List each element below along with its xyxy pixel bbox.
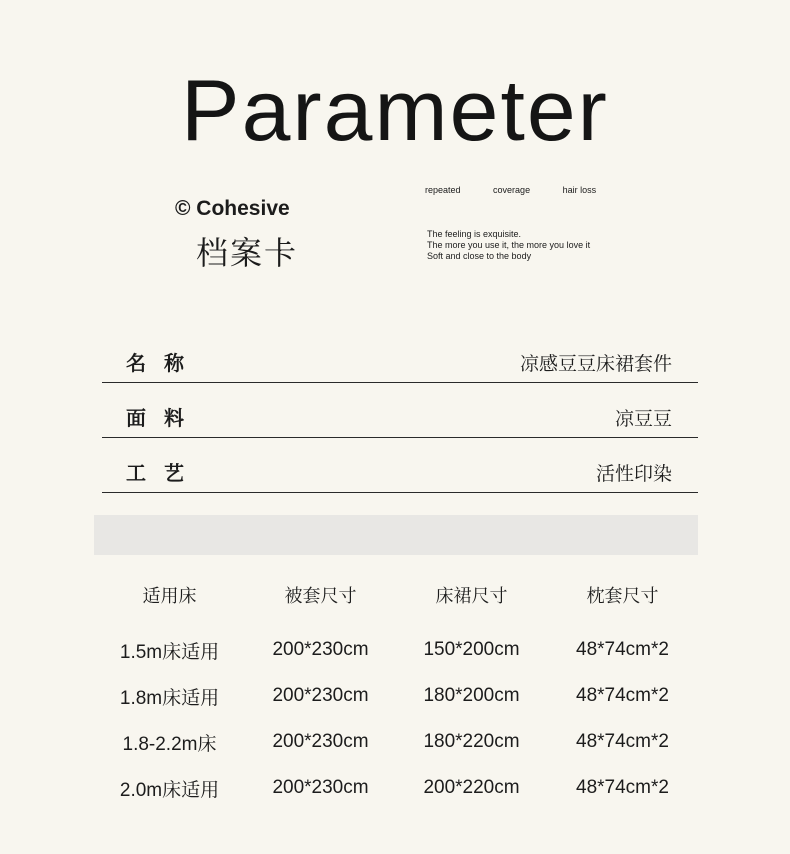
column-header: 枕套尺寸 bbox=[586, 586, 659, 607]
table-cell: 48*74cm*2 bbox=[576, 639, 669, 660]
param-value: 凉感豆豆床裙套件 bbox=[519, 353, 672, 375]
slogan-line: The feeling is exquisite. bbox=[427, 229, 522, 239]
table-cell: 48*74cm*2 bbox=[576, 777, 669, 798]
column-header: 被套尺寸 bbox=[284, 586, 357, 607]
table-row bbox=[94, 627, 698, 673]
table-cell: 180*200cm bbox=[423, 685, 520, 706]
table-cell: 48*74cm*2 bbox=[576, 731, 669, 752]
table-header-row bbox=[94, 575, 698, 615]
table-cell: 180*220cm bbox=[423, 731, 520, 752]
slogan-line: The more you use it, the more you love it bbox=[427, 240, 591, 250]
tag-item: coverage bbox=[493, 185, 531, 195]
param-row-fabric bbox=[102, 397, 698, 438]
table-row bbox=[94, 673, 698, 719]
table-cell: 1.8m床适用 bbox=[119, 687, 220, 709]
table-cell: 200*230cm bbox=[272, 731, 369, 752]
table-cell: 200*230cm bbox=[272, 685, 369, 706]
column-header: 适用床 bbox=[142, 586, 197, 607]
param-row-name bbox=[102, 342, 698, 383]
tag-item: hair loss bbox=[562, 185, 597, 195]
table-cell: 1.5m床适用 bbox=[119, 641, 220, 663]
table-cell: 2.0m床适用 bbox=[119, 779, 220, 801]
param-label: 名称 bbox=[126, 351, 202, 375]
table-row bbox=[94, 719, 698, 765]
table-cell: 48*74cm*2 bbox=[576, 685, 669, 706]
param-row-craft bbox=[102, 452, 698, 493]
table-row bbox=[94, 765, 698, 811]
table-cell: 200*220cm bbox=[423, 777, 520, 798]
tag-list bbox=[425, 185, 626, 195]
param-value: 凉豆豆 bbox=[614, 408, 672, 430]
table-cell: 200*230cm bbox=[272, 639, 369, 660]
table-cell: 200*230cm bbox=[272, 777, 369, 798]
size-table bbox=[94, 575, 698, 811]
brand-name: © Cohesive bbox=[175, 197, 290, 220]
param-label: 面料 bbox=[126, 406, 202, 430]
column-header: 床裙尺寸 bbox=[435, 586, 508, 607]
tag-item: repeated bbox=[425, 185, 461, 195]
table-cell: 150*200cm bbox=[423, 639, 520, 660]
param-label: 工艺 bbox=[126, 461, 202, 485]
page-title: Parameter bbox=[181, 63, 609, 159]
brand-subtitle: 档案卡 bbox=[196, 234, 299, 272]
slogan bbox=[427, 229, 590, 262]
table-cell: 1.8-2.2m床 bbox=[122, 733, 217, 755]
param-value: 活性印染 bbox=[595, 463, 672, 485]
slogan-line: Soft and close to the body bbox=[427, 251, 532, 261]
divider-band bbox=[94, 515, 698, 555]
